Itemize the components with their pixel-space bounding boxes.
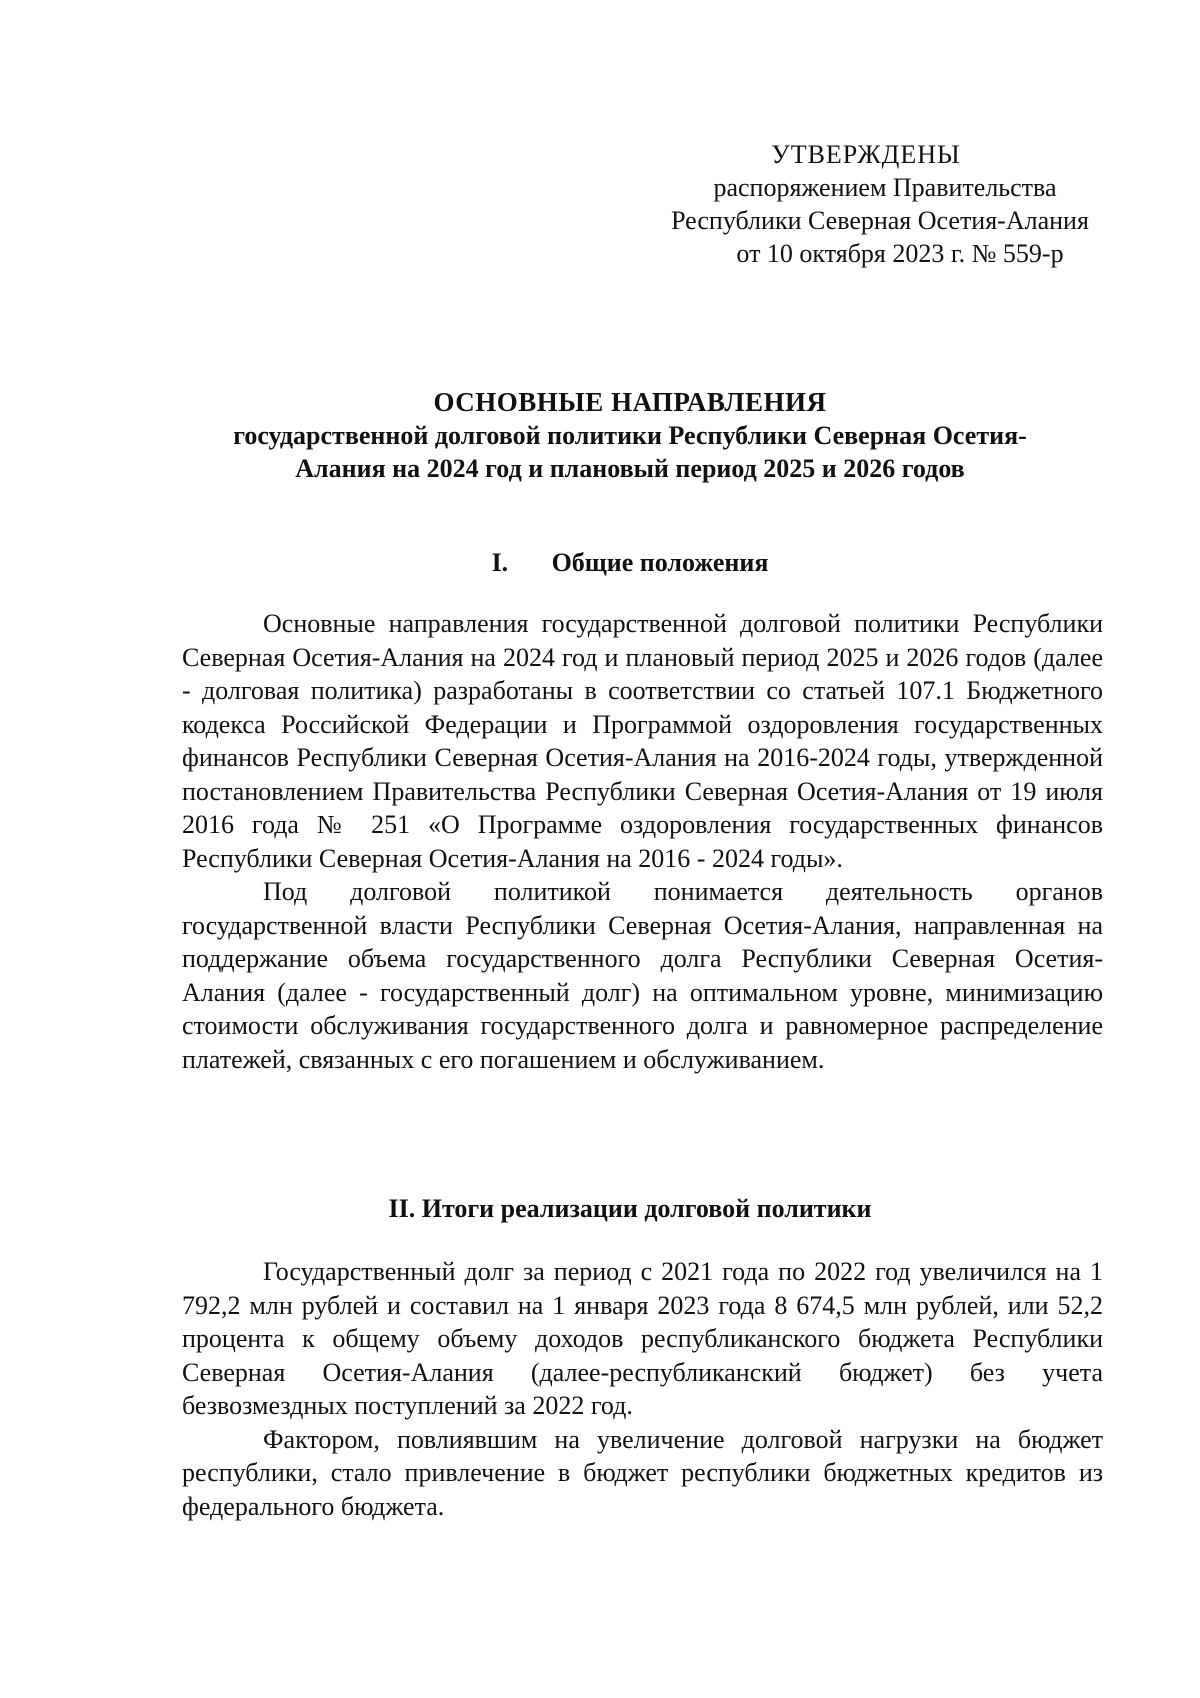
document-title-main: ОСНОВНЫЕ НАПРАВЛЕНИЯ xyxy=(433,387,827,417)
section-2-body xyxy=(182,1255,1103,1523)
section-1-heading xyxy=(180,546,1080,579)
section-1-paragraph-2: Под долговой политикой понимается деятельность органов государственной власти Республики Северная Осетия-Алания, направленная на поддержание объема государственного долга Республики Северная Осетия-Алания (далее - государственный долг) на оптимальном уровне, минимизацию стоимости обслуживания государственного долга и равномерное распределение платежей, связанных с его погашением и обслуживанием. xyxy=(182,877,1103,1074)
section-1-title: Общие положения xyxy=(551,548,769,577)
section-2-paragraph-1: Государственный долг за период с 2021 года по 2022 год увеличился на 1 792,2 млн рублей и составил на 1 января 2023 года 8 674,5 млн рублей, или 52,2 процента к общему объему доходов республиканского бюджета Республики Северная Осетия-Алания (далее-республиканский бюджет) без учета безвозмездных поступлений за 2022 год. xyxy=(182,1257,1103,1420)
section-2-paragraph-2: Фактором, повлиявшим на увеличение долговой нагрузки на бюджет республики, стало привлечение в бюджет республики бюджетных кредитов из федерального бюджета. xyxy=(182,1424,1103,1521)
section-1-body xyxy=(182,607,1103,1076)
approval-stamp-block xyxy=(620,138,1140,270)
approval-line-date-number: от 10 октября 2023 г. № 559-р xyxy=(736,239,1064,268)
document-title-line-2: государственной долговой политики Республики Северная Осетия- xyxy=(233,421,1027,450)
document-title-line-3: Алания на 2024 год и плановый период 2025 и 2026 годов xyxy=(295,454,965,483)
section-1-number: I. xyxy=(491,548,509,577)
section-1-paragraph-1: Основные направления государственной долговой политики Республики Северная Осетия-Алания на 2024 год и плановый период 2025 и 2026 годов (далее - долговая политика) разработаны в соответствии со статьей 107.1 Бюджетного кодекса Российской Федерации и Программой оздоровления государственных финансов Республики Северная Осетия-Алания на 2016-2024 годы, утвержденной постановлением Правительства Республики Северная Осетия-Алания от 19 июля 2016 года № 251 «О Программе оздоровления государственных финансов Республики Северная Осетия-Алания на 2016 - 2024 годы». xyxy=(182,609,1103,873)
approval-line-republic: Республики Северная Осетия-Алания xyxy=(671,206,1089,235)
approval-title: УТВЕРЖДЕНЫ xyxy=(771,140,961,169)
approval-line-order: распоряжением Правительства xyxy=(713,173,1057,202)
document-title xyxy=(180,386,1080,485)
section-2-heading: II. Итоги реализации долговой политики xyxy=(388,1194,872,1223)
